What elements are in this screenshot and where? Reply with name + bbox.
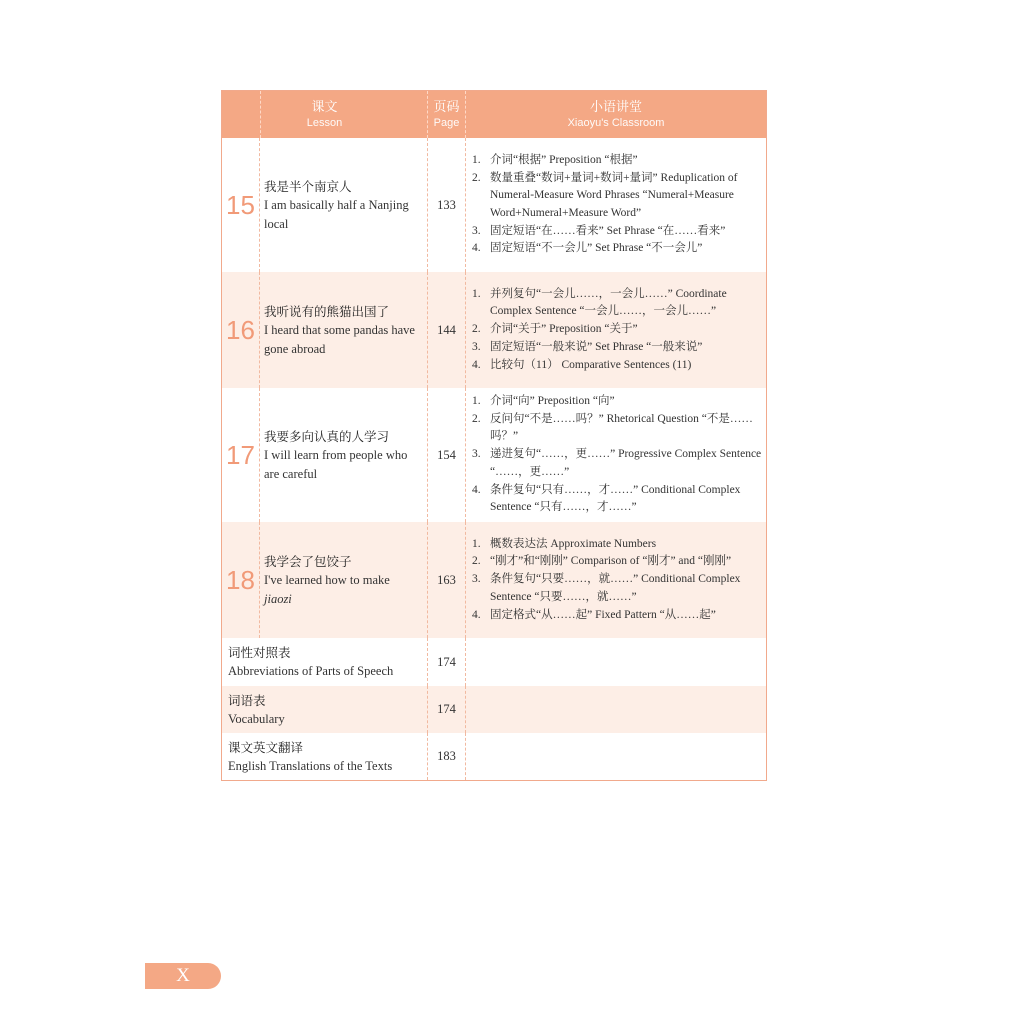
lesson-notes [466,522,766,638]
lesson-title-en: I've learned how to make [264,572,390,587]
table-of-contents [221,90,767,781]
note-item: 1. 介词“根据” Preposition “根据” [472,153,638,166]
page-number-tab: X [145,963,221,989]
lesson-notes [466,388,766,522]
header-classroom-en: Xiaoyu's Classroom [567,116,665,129]
header-lesson [222,91,428,138]
lesson-title-zh: 我听说有的熊猫出国了 [264,303,390,319]
lesson-title-zh: 我是半个南京人 [264,178,352,194]
header-page-zh: 页码 [433,99,460,115]
note-item: 2. 反问句“不是……吗？” Rhetorical Question “不是……吗？” [472,412,753,443]
appendix-title[interactable] [222,638,428,686]
note-item: 2. 介词“关于” Preposition “关于” [472,323,638,336]
lesson-title-en: I heard that some pandas have gone abroad [264,322,415,356]
appendix-title-zh: 词语表 [228,692,266,708]
lesson-row [222,522,766,638]
lesson-row [222,272,766,388]
appendix-title-en: Abbreviations of Parts of Speech [228,664,394,678]
header-lesson-en: Lesson [306,116,343,129]
lesson-notes [466,272,766,388]
lesson-title-en-italic: jiaozi [264,591,292,606]
appendix-notes-empty [466,733,766,780]
note-item: 4. 固定短语“不一会儿” Set Phrase “不一会儿” [472,242,703,255]
lesson-notes [466,138,766,272]
header-lesson-zh: 课文 [311,99,338,115]
appendix-page: 174 [428,638,466,686]
lesson-title[interactable] [260,272,428,388]
appendix-title[interactable] [222,686,428,733]
lesson-page: 163 [428,522,466,638]
header-page [428,91,466,138]
lesson-page: 133 [428,138,466,272]
note-item: 3. 固定短语“在……看来” Set Phrase “在……看来” [472,224,726,237]
lesson-title[interactable] [260,388,428,522]
appendix-row [222,686,766,733]
lesson-title-en: I will learn from people who are careful [264,447,408,481]
note-item: 1. 概数表达法 Approximate Numbers [472,537,657,550]
appendix-page: 174 [428,686,466,733]
note-item: 1. 介词“向” Preposition “向” [472,395,615,408]
appendix-notes-empty [466,686,766,733]
lesson-number: 15 [222,138,260,272]
appendix-row [222,733,766,780]
lesson-number: 18 [222,522,260,638]
note-item: 3. 递进复句“……，更……” Progressive Complex Sentence “……，更……” [472,448,762,478]
lesson-row [222,388,766,522]
lesson-title-en: I am basically half a Nanjing local [264,197,409,231]
note-item: 2. “刚才”和“刚刚” Comparison of “刚才” and “刚刚” [472,555,732,568]
note-item: 1. 并列复句“一会儿……，一会儿……” Coordinate Complex Sentence “一会儿……，一会儿……” [472,287,727,318]
appendix-title-zh: 课文英文翻译 [228,739,304,755]
appendix-title-zh: 词性对照表 [228,645,291,660]
lesson-number: 16 [222,272,260,388]
note-item: 4. 条件复句“只有……，才……” Conditional Complex Sentence “只有……，才……” [472,483,741,514]
appendix-title-en: Vocabulary [228,711,285,726]
lesson-row [222,138,766,272]
note-item: 3. 条件复句“只要……，就……” Conditional Complex Sentence “只要……，就……” [472,573,741,603]
note-item: 3. 固定短语“一般来说” Set Phrase “一般来说” [472,340,703,353]
header-page-en: Page [433,116,460,129]
note-item: 4. 比较句（11） Comparative Sentences (11) [472,358,692,371]
lesson-number: 17 [222,388,260,522]
appendix-title-en: English Translations of the Texts [228,758,393,773]
header-classroom-zh: 小语讲堂 [589,99,642,115]
appendix-row [222,638,766,686]
lesson-title[interactable] [260,138,428,272]
appendix-title[interactable] [222,733,428,780]
lesson-title-zh: 我学会了包饺子 [264,553,352,569]
appendix-notes-empty [466,638,766,686]
header-classroom [466,91,766,138]
table-header [222,91,766,138]
note-item: 2. 数量重叠“数词+量词+数词+量词” Reduplication of Numeral-Measure Word Phrases “Numeral+Measure Word+Numeral+Measure Word” [472,171,738,219]
lesson-title[interactable] [260,522,428,638]
note-item: 4. 固定格式“从……起” Fixed Pattern “从……起” [472,608,716,621]
lesson-page: 154 [428,388,466,522]
appendix-page: 183 [428,733,466,780]
lesson-page: 144 [428,272,466,388]
lesson-title-zh: 我要多向认真的人学习 [264,428,390,444]
